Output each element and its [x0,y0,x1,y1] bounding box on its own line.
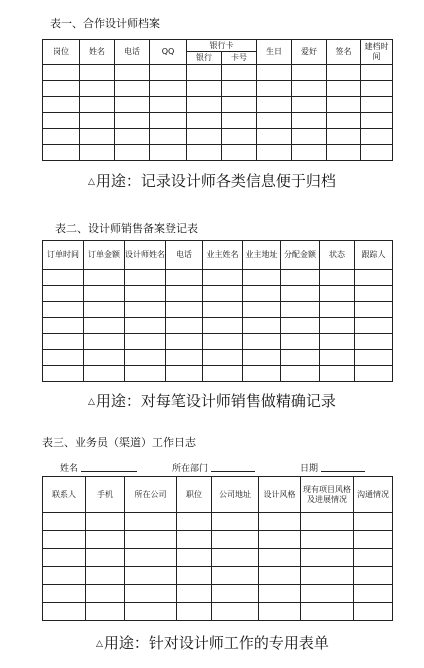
table-row [43,129,393,145]
department-field: 所在部门 [172,461,255,475]
header-order-time: 订单时间 [43,241,84,270]
table-row [43,567,393,585]
header-qq: QQ [150,40,187,65]
name-field: 姓名 [60,461,137,475]
table-row [43,549,393,567]
header-job-title: 职位 [177,477,212,513]
header-allocated-amount: 分配金额 [281,241,320,270]
header-status: 状态 [320,241,355,270]
designer-archive-table [42,39,393,161]
header-mobile: 手机 [86,477,125,513]
table3-purpose: △用途：针对设计师工作的专用表单 [96,634,329,652]
header-follow-up-person: 跟踪人 [355,241,393,270]
header-signature: 签名 [327,40,361,65]
date-field: 日期 [300,461,365,475]
table-row [43,97,393,113]
table-row [43,585,393,603]
header-company-address: 公司地址 [212,477,259,513]
table-row [43,270,393,286]
table2-purpose: △用途：对每笔设计师销售做精确记录 [88,392,336,410]
triangle-icon: △ [88,397,95,407]
header-phone: 电话 [115,40,150,65]
triangle-icon: △ [96,639,103,649]
table1-purpose: △用途：记录设计师各类信息便于归档 [88,172,336,190]
table-row [43,286,393,302]
header-owner-name: 业主姓名 [203,241,243,270]
table-row [43,318,393,334]
header-contact: 联系人 [43,477,86,513]
table-row [43,302,393,318]
subheader-card-number: 卡号 [222,52,257,65]
table2-title: 表二、设计师销售备案登记表 [55,222,198,235]
header-filing-time: 建档时间 [361,40,393,65]
header-position: 岗位 [43,40,80,65]
header-bank-card: 银行卡 [187,40,257,52]
header-birthday: 生日 [257,40,292,65]
header-communication: 沟通情况 [354,477,393,513]
table-row [43,350,393,366]
table-row [43,113,393,129]
header-phone: 电话 [166,241,203,270]
table-row [43,513,393,531]
table-row [43,603,393,621]
table1-title: 表一、合作设计师档案 [50,17,160,30]
header-hobby: 爱好 [292,40,327,65]
table-row [43,334,393,350]
header-owner-address: 业主地址 [243,241,281,270]
header-designer-name: 设计师姓名 [125,241,166,270]
table-row [43,65,393,81]
header-name: 姓名 [80,40,115,65]
designer-sales-table [42,240,393,382]
triangle-icon: △ [88,177,95,187]
header-design-style: 设计风格 [259,477,301,513]
date-blank [321,461,365,472]
table-row [43,145,393,161]
table-row [43,366,393,382]
header-project-progress: 现有项目风格及进展情况 [301,477,354,513]
header-order-amount: 订单金额 [84,241,125,270]
subheader-bank: 银行 [187,52,222,65]
name-blank [81,461,137,472]
table-row [43,81,393,97]
salesperson-work-log-table [42,476,393,621]
table-row [43,531,393,549]
table3-title: 表三、业务员（渠道）工作日志 [42,436,196,449]
header-company: 所在公司 [125,477,177,513]
department-blank [211,461,255,472]
